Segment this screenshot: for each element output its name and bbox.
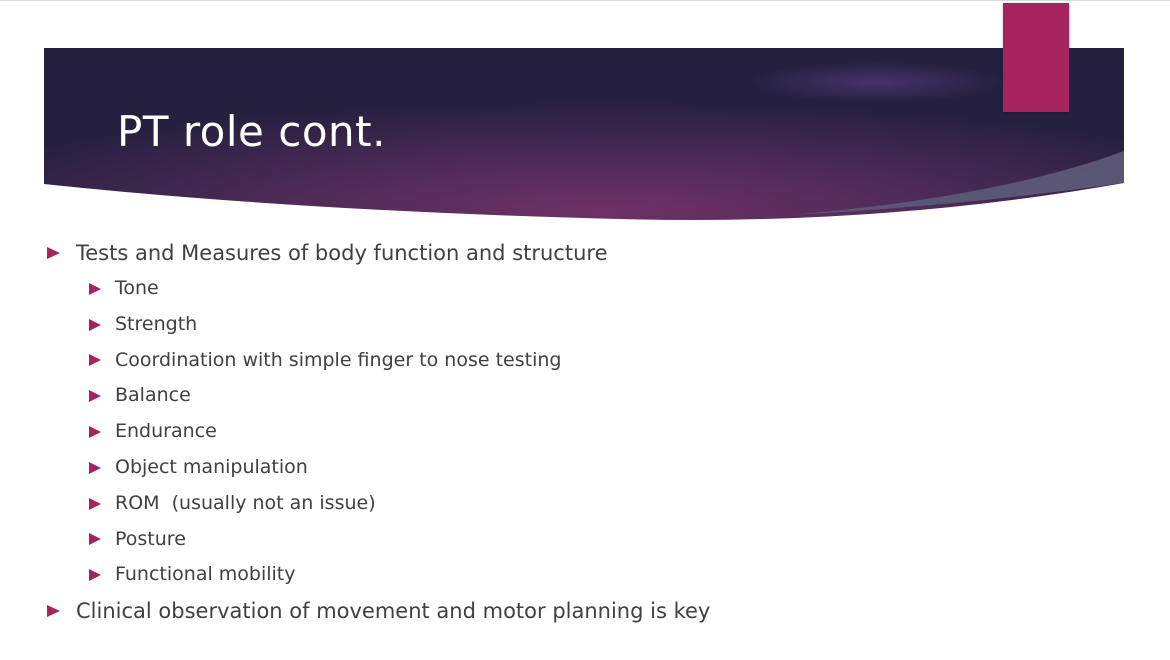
sub-bullet-item bbox=[44, 557, 1124, 593]
bullet-text: Tone bbox=[115, 277, 159, 299]
bullet-arrow-icon bbox=[89, 426, 101, 438]
bullet-arrow-icon bbox=[89, 319, 101, 331]
bullet-text: ROM (usually not an issue) bbox=[115, 491, 376, 514]
bullet-arrow-icon bbox=[89, 283, 101, 295]
bullet-text: Balance bbox=[115, 384, 191, 407]
bullet-arrow-icon bbox=[89, 498, 101, 510]
bullet-text: Posture bbox=[115, 527, 186, 550]
bullet-text: Strength bbox=[115, 312, 198, 335]
sub-bullet-item bbox=[44, 378, 1124, 414]
bullet-arrow-icon bbox=[47, 605, 60, 617]
slide-title: PT role cont. bbox=[117, 107, 386, 156]
sub-bullet-item bbox=[44, 450, 1124, 486]
sub-bullet-item bbox=[44, 271, 1124, 307]
bullet-text: Tests and Measures of body function and structure bbox=[76, 241, 608, 265]
accent-tab bbox=[1003, 3, 1069, 112]
bullet-arrow-icon bbox=[47, 247, 60, 259]
bullet-text: Clinical observation of movement and motor planning is key bbox=[76, 599, 711, 624]
sub-bullet-item bbox=[44, 522, 1124, 558]
bullet-arrow-icon bbox=[89, 533, 101, 545]
sub-bullet-item bbox=[44, 414, 1124, 450]
bullet-item bbox=[44, 593, 1124, 629]
bullet-text: Functional mobility bbox=[115, 563, 296, 586]
sub-bullet-item bbox=[44, 307, 1124, 343]
bullet-arrow-icon bbox=[89, 462, 101, 474]
bullet-arrow-icon bbox=[89, 390, 101, 402]
sub-bullet-item bbox=[44, 486, 1124, 522]
bullet-item bbox=[44, 235, 1124, 271]
sub-bullet-item bbox=[44, 343, 1124, 379]
bullet-text: Object manipulation bbox=[115, 455, 308, 478]
bullet-arrow-icon bbox=[89, 569, 101, 581]
bullet-list bbox=[44, 235, 1124, 629]
bullet-arrow-icon bbox=[89, 354, 101, 366]
bullet-text: Endurance bbox=[115, 420, 217, 443]
bullet-text: Coordination with simple finger to nose testing bbox=[115, 348, 562, 371]
